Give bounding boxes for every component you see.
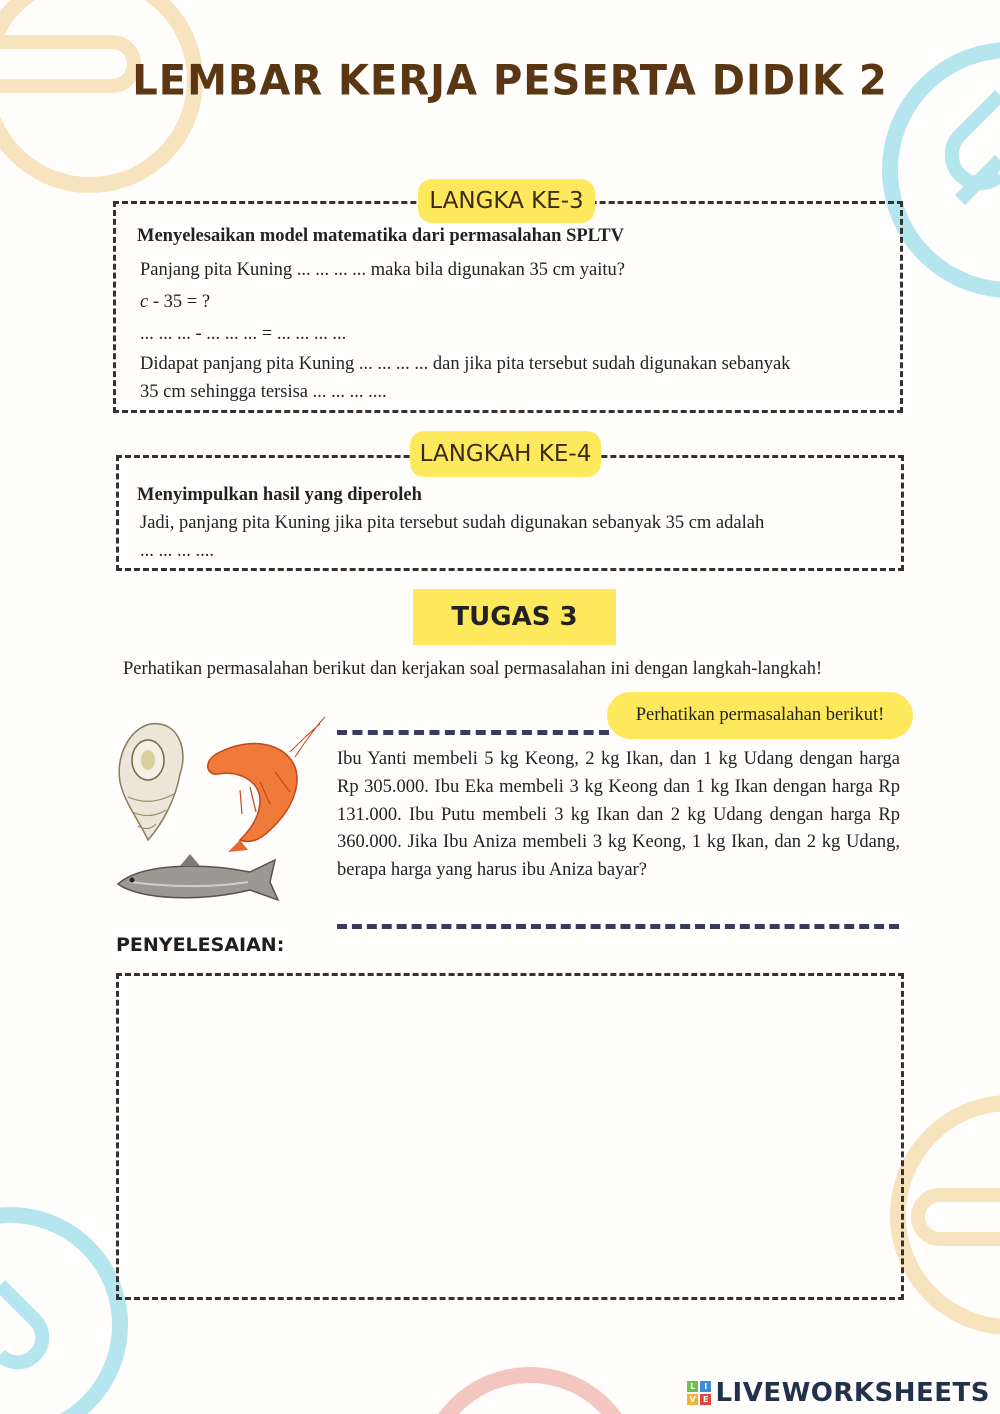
step3-heading: Menyelesaikan model matematika dari permasalahan SPLTV — [137, 226, 625, 246]
step3-line3: ... ... ... - ... ... ... = ... ... ... ... — [140, 324, 347, 344]
brand-logo — [687, 1378, 990, 1408]
answer-label: PENYELESAIAN: — [116, 934, 285, 956]
bottom-center-ring-decoration — [425, 1375, 635, 1414]
problem-top-divider — [337, 730, 609, 735]
task-instruction: Perhatikan permasalahan berikut dan kerjakan soal permasalahan ini dengan langkah-langkah! — [123, 659, 823, 679]
step4-line2: ... ... ... .... — [140, 541, 214, 561]
step4-heading: Menyimpulkan hasil yang diperoleh — [137, 485, 422, 505]
bottom-right-ring-decoration — [898, 1103, 1000, 1327]
variable-c: c — [140, 292, 149, 312]
fish-image — [118, 854, 278, 900]
bottom-left-ring-decoration — [0, 1215, 120, 1414]
brand-icon: L I V E — [687, 1381, 711, 1405]
page-title: LEMBAR KERJA PESERTA DIDIK 2 — [132, 56, 888, 106]
brand-name: LIVEWORKSHEETS — [715, 1378, 990, 1408]
step3-equation — [140, 288, 210, 316]
problem-bubble: Perhatikan permasalahan berikut! — [607, 692, 913, 739]
seafood-illustration — [110, 712, 330, 912]
step3-tag: LANGKA KE-3 — [418, 179, 595, 223]
snail-image — [119, 724, 183, 840]
equation-rest: - 35 = ? — [148, 292, 211, 312]
problem-bottom-divider — [337, 924, 899, 929]
step3-line1: Panjang pita Kuning ... ... ... ... maka bila digunakan 35 cm yaitu? — [140, 260, 626, 280]
step4-tag: LANGKAH KE-4 — [410, 431, 601, 477]
answer-box[interactable] — [116, 973, 904, 1300]
task-title: TUGAS 3 — [413, 589, 616, 645]
step4-line1: Jadi, panjang pita Kuning jika pita tersebut sudah digunakan sebanyak 35 cm adalah — [140, 513, 765, 533]
step3-line4: Didapat panjang pita Kuning ... ... ... ... dan jika pita tersebut sudah digunakan sebanyak — [140, 354, 791, 374]
shrimp-image — [208, 717, 325, 852]
problem-text: Ibu Yanti membeli 5 kg Keong, 2 kg Ikan, dan 1 kg Udang dengan harga Rp 305.000. Ibu Eka membeli 3 kg Keong dan 1 kg Ikan dengan harga Rp 131.000. Ibu Putu membeli 3 kg Ikan dan 2 kg Udang dengan harga Rp 360.000. Jika Ibu Aniza membeli 3 kg Keong, 1 kg Ikan, dan 2 kg Udang, berapa harga yang harus ibu Aniza bayar? — [337, 749, 900, 881]
step3-line5: 35 cm sehingga tersisa ... ... ... .... — [140, 382, 387, 402]
